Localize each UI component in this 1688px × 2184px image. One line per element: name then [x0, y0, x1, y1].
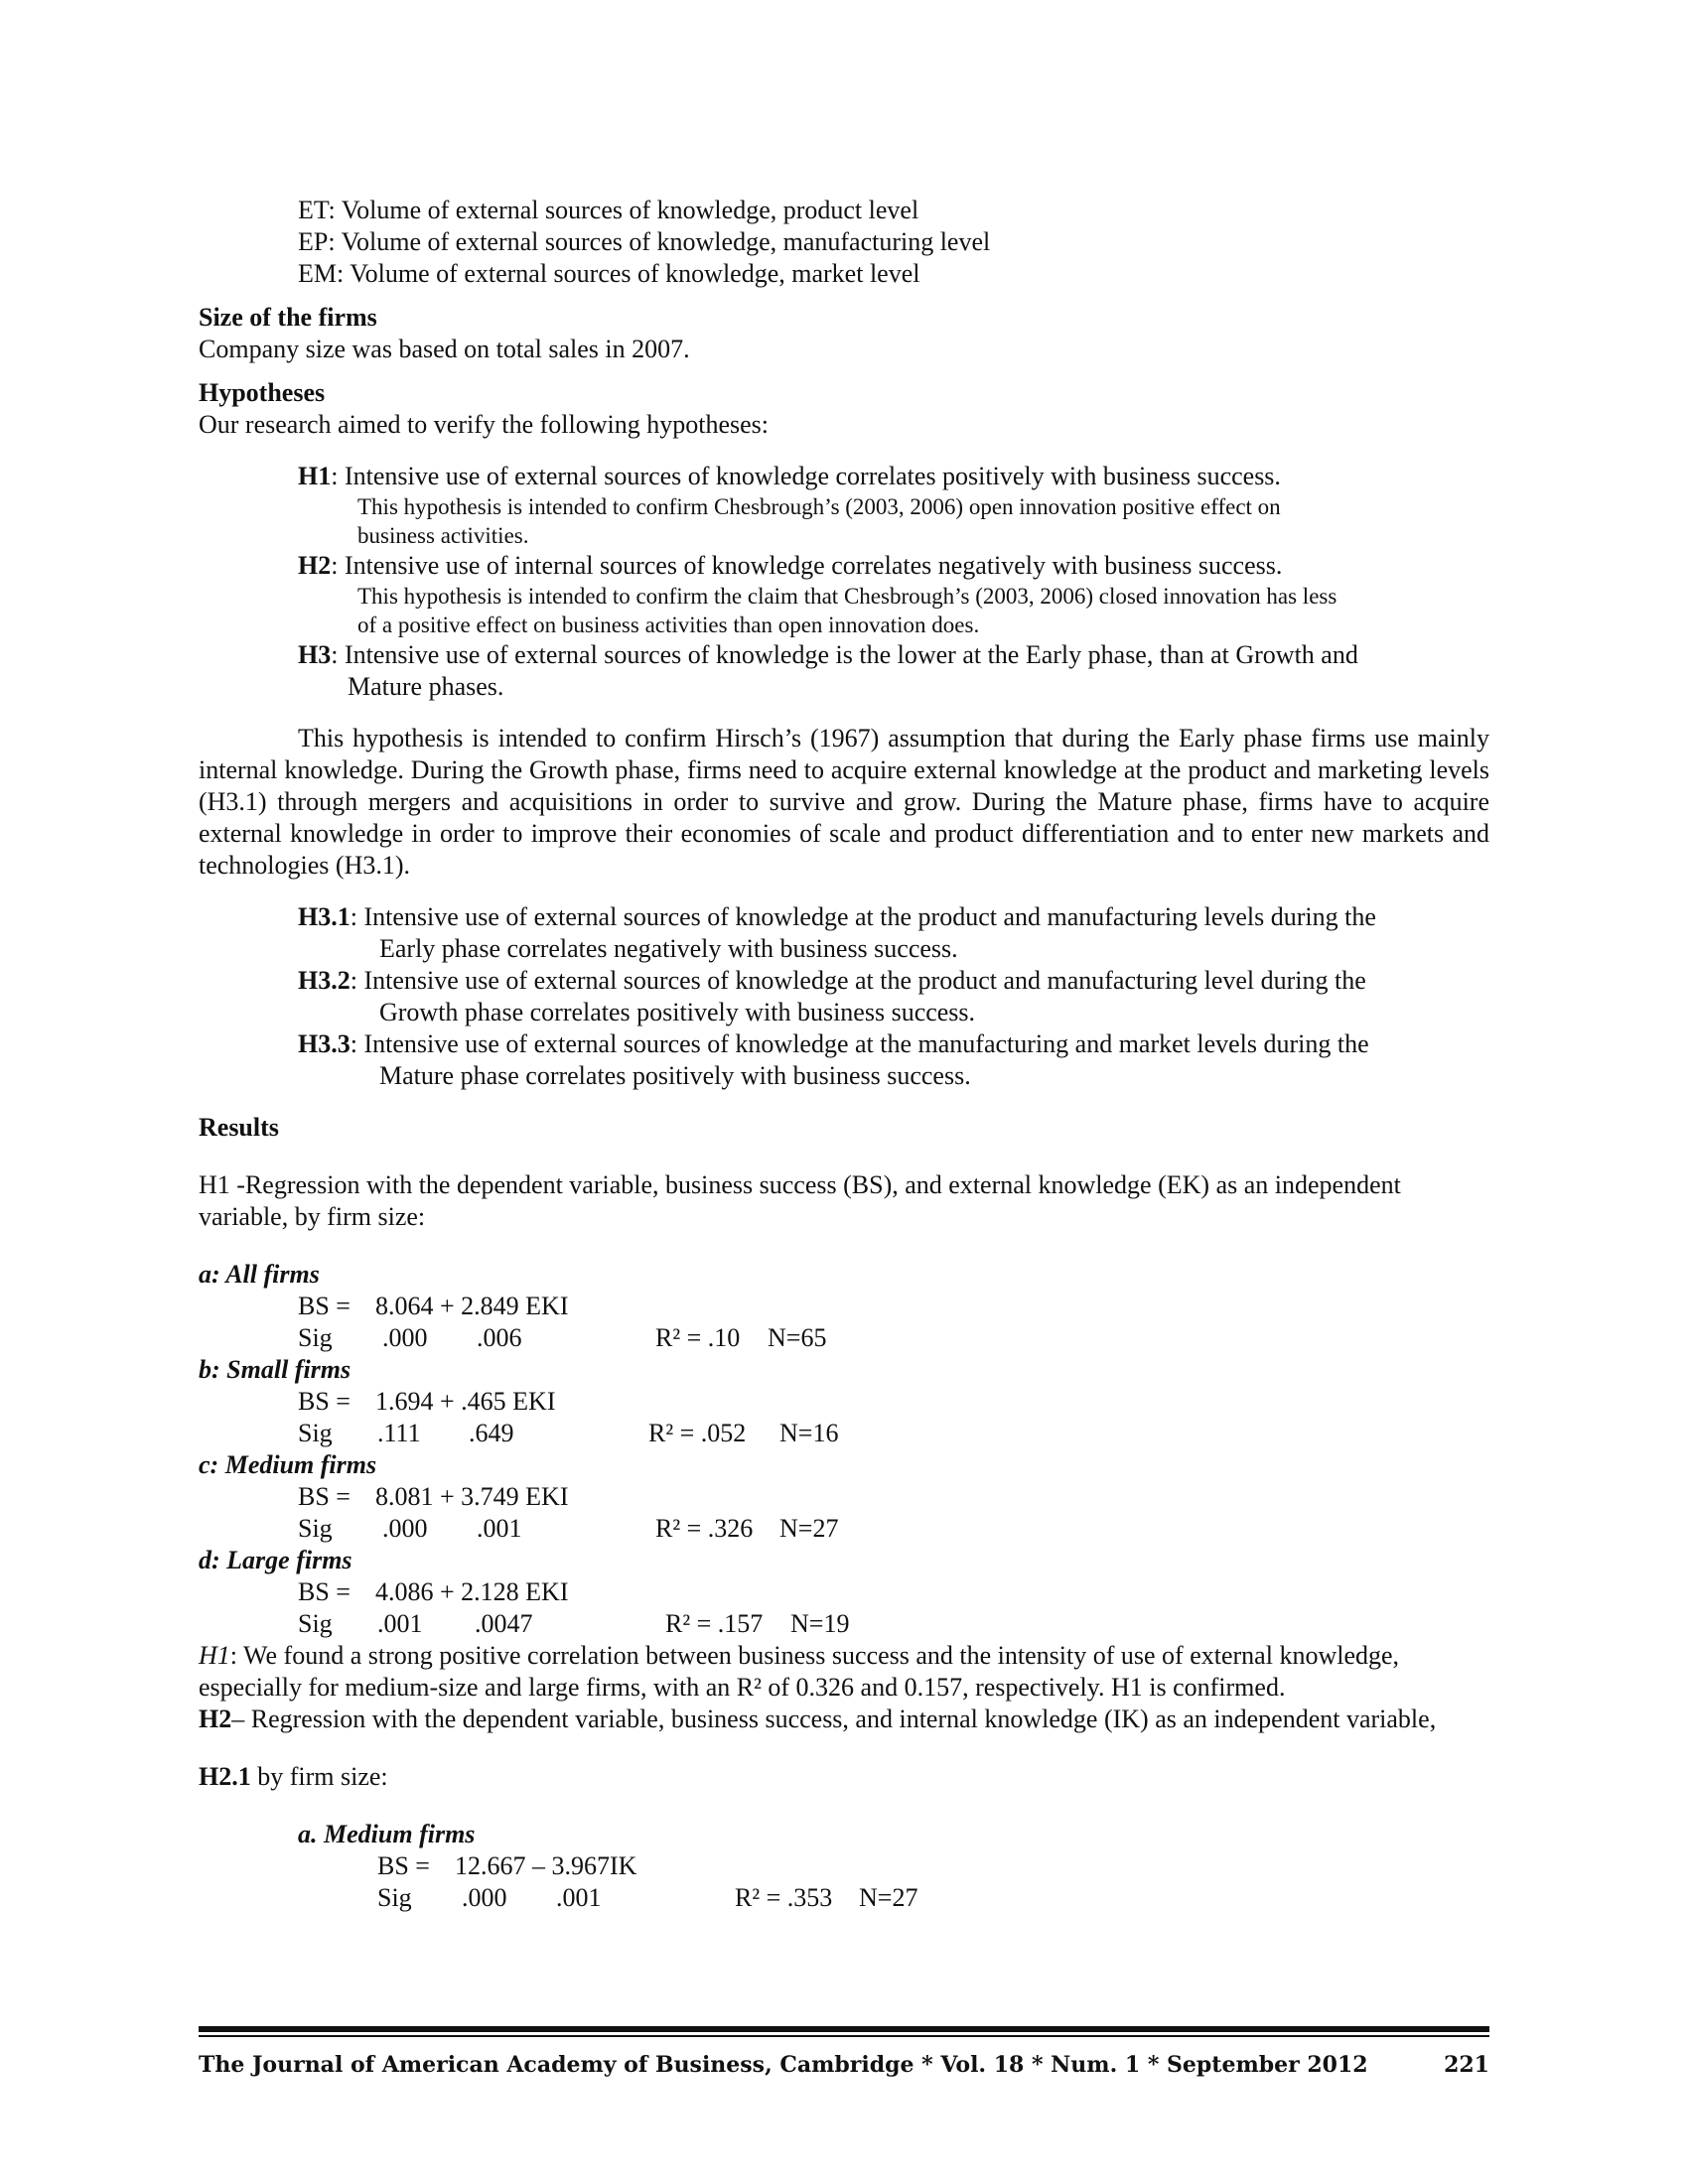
- equation: 8.081 + 3.749 EKI: [375, 1482, 569, 1511]
- group-label: a: All firms: [199, 1260, 320, 1289]
- h1-conclusion-label: H1: [199, 1641, 230, 1670]
- h3-3-text-cont: Mature phase correlates positively with business success.: [379, 1061, 971, 1090]
- h3-2-text-cont: Growth phase correlates positively with business success.: [379, 998, 976, 1026]
- h2-regression-intro: [199, 1704, 1489, 1735]
- h3-1-id: H3.1: [298, 902, 351, 931]
- footer-rule-thin: [199, 2035, 1489, 2037]
- sig-value-2: .001: [556, 1883, 602, 1912]
- bs-label: BS =: [298, 1577, 351, 1606]
- h3-3-id: H3.3: [298, 1029, 351, 1058]
- results-heading: Results: [199, 1113, 279, 1142]
- group-label: d: Large firms: [199, 1546, 352, 1574]
- bs-label: BS =: [298, 1482, 351, 1511]
- size-heading: Size of the firms: [199, 303, 377, 332]
- hypothesis-h3: [199, 639, 1489, 703]
- variable-et: ET: Volume of external sources of knowledge, product level: [298, 196, 919, 224]
- sig-value-1: .000: [382, 1323, 428, 1352]
- h1-conclusion: [199, 1640, 1489, 1704]
- h2-note-1: This hypothesis is intended to confirm the claim that Chesbrough’s (2003, 2006) closed innovation has less: [357, 584, 1337, 609]
- h3-text-cont: Mature phases.: [348, 672, 504, 701]
- sig-value-2: .001: [477, 1514, 522, 1543]
- results-intro: H1 -Regression with the dependent variable, business success (BS), and external knowledge (EK) as an independent variable, by firm size:: [199, 1170, 1401, 1231]
- h3-id: H3: [298, 640, 332, 669]
- sig-label: Sig: [298, 1609, 333, 1638]
- r-squared: R² = .157: [665, 1609, 764, 1638]
- r-squared: R² = .326: [655, 1514, 754, 1543]
- h3-2-id: H3.2: [298, 966, 351, 995]
- regression-group-h2-medium: [199, 1819, 1489, 1914]
- footer-rule-thick: [199, 2026, 1489, 2032]
- h1-text: : Intensive use of external sources of knowledge correlates positively with business success.: [331, 462, 1281, 490]
- page-number: 221: [1444, 2052, 1489, 2078]
- sig-label: Sig: [298, 1323, 333, 1352]
- r-squared: R² = .052: [648, 1419, 747, 1447]
- regression-group-small: [199, 1354, 1489, 1449]
- equation: 12.667 – 3.967IK: [455, 1851, 637, 1880]
- hypotheses-heading: Hypotheses: [199, 378, 326, 407]
- h2-1-text: by firm size:: [250, 1762, 388, 1791]
- sample-size: N=65: [768, 1323, 827, 1352]
- h2-id: H2: [298, 551, 332, 580]
- hypothesis-h1: [199, 461, 1489, 550]
- equation: 8.064 + 2.849 EKI: [375, 1292, 569, 1320]
- h3-text: : Intensive use of external sources of knowledge is the lower at the Early phase, than at Growth and: [331, 640, 1358, 669]
- regression-group-large: [199, 1545, 1489, 1640]
- journal-citation: The Journal of American Academy of Business, Cambridge * Vol. 18 * Num. 1 * September 2012: [199, 2052, 1368, 2078]
- sig-value-2: .0047: [475, 1609, 533, 1638]
- equation: 1.694 + .465 EKI: [375, 1387, 556, 1416]
- sig-value-1: .000: [462, 1883, 507, 1912]
- sig-label: Sig: [377, 1883, 412, 1912]
- regression-group-all: [199, 1259, 1489, 1354]
- h2-text: : Intensive use of internal sources of knowledge correlates negatively with business success.: [331, 551, 1283, 580]
- h3-1-text-cont: Early phase correlates negatively with business success.: [379, 934, 958, 963]
- h2-intro-text: – Regression with the dependent variable, business success, and internal knowledge (IK) as an independent variable,: [231, 1705, 1437, 1733]
- size-text: Company size was based on total sales in 2007.: [199, 335, 690, 363]
- bs-label: BS =: [377, 1851, 430, 1880]
- hypotheses-intro: Our research aimed to verify the following hypotheses:: [199, 410, 769, 439]
- sample-size: N=27: [859, 1883, 918, 1912]
- hypothesis-h3-1: [199, 901, 1489, 965]
- h2-label: H2: [199, 1705, 232, 1733]
- page-body: [199, 195, 1489, 1914]
- h1-id: H1: [298, 462, 332, 490]
- hypothesis-h3-2: [199, 965, 1489, 1028]
- hirsch-paragraph: [199, 723, 1489, 882]
- group-label: c: Medium firms: [199, 1450, 377, 1479]
- equation: 4.086 + 2.128 EKI: [375, 1577, 569, 1606]
- sig-value-1: .111: [377, 1419, 421, 1447]
- h3-1-text: : Intensive use of external sources of knowledge at the product and manufacturing levels during the: [350, 902, 1376, 931]
- h1-note-2: business activities.: [357, 523, 529, 548]
- sig-value-2: .006: [477, 1323, 522, 1352]
- h2-1-heading: [199, 1761, 1489, 1793]
- h1-note-1: This hypothesis is intended to confirm Chesbrough’s (2003, 2006) open innovation positive effect on: [357, 494, 1281, 519]
- sig-value-2: .649: [469, 1419, 514, 1447]
- sig-label: Sig: [298, 1514, 333, 1543]
- bs-label: BS =: [298, 1292, 351, 1320]
- hypothesis-h3-3: [199, 1028, 1489, 1092]
- sig-value-1: .001: [377, 1609, 423, 1638]
- sample-size: N=16: [779, 1419, 839, 1447]
- r-squared: R² = .10: [655, 1323, 741, 1352]
- h3-2-text: : Intensive use of external sources of knowledge at the product and manufacturing level during the: [350, 966, 1366, 995]
- bs-label: BS =: [298, 1387, 351, 1416]
- sig-value-1: .000: [382, 1514, 428, 1543]
- r-squared: R² = .353: [735, 1883, 833, 1912]
- variable-ep: EP: Volume of external sources of knowledge, manufacturing level: [298, 227, 991, 256]
- h2-note-2: of a positive effect on business activities than open innovation does.: [357, 613, 980, 637]
- sample-size: N=19: [790, 1609, 850, 1638]
- group-label: a. Medium firms: [298, 1820, 476, 1848]
- variable-list: [199, 195, 1489, 290]
- sig-label: Sig: [298, 1419, 333, 1447]
- regression-group-medium: [199, 1449, 1489, 1545]
- h3-3-text: : Intensive use of external sources of knowledge at the manufacturing and market levels during the: [350, 1029, 1369, 1058]
- h2-1-label: H2.1: [199, 1762, 251, 1791]
- hypothesis-h2: [199, 550, 1489, 639]
- variable-em: EM: Volume of external sources of knowledge, market level: [298, 259, 920, 288]
- hirsch-paragraph-text: This hypothesis is intended to confirm Hirsch’s (1967) assumption that during the Early phase firms use mainly internal knowledge. During the Growth phase, firms need to acquire external knowledge at the product and marketing levels (H3.1) through mergers and acquisitions in order to survive and grow. During the Mature phase, firms have to acquire external knowledge in order to improve their economies of scale and product differentiation and to enter new markets and technologies (H3.1).: [199, 724, 1489, 880]
- h1-conclusion-text: : We found a strong positive correlation between business success and the intensity of use of external knowledge, especially for medium-size and large firms, with an R² of 0.326 and 0.157, respectively. H1 is confirmed.: [199, 1641, 1400, 1702]
- sample-size: N=27: [779, 1514, 839, 1543]
- group-label: b: Small firms: [199, 1355, 352, 1384]
